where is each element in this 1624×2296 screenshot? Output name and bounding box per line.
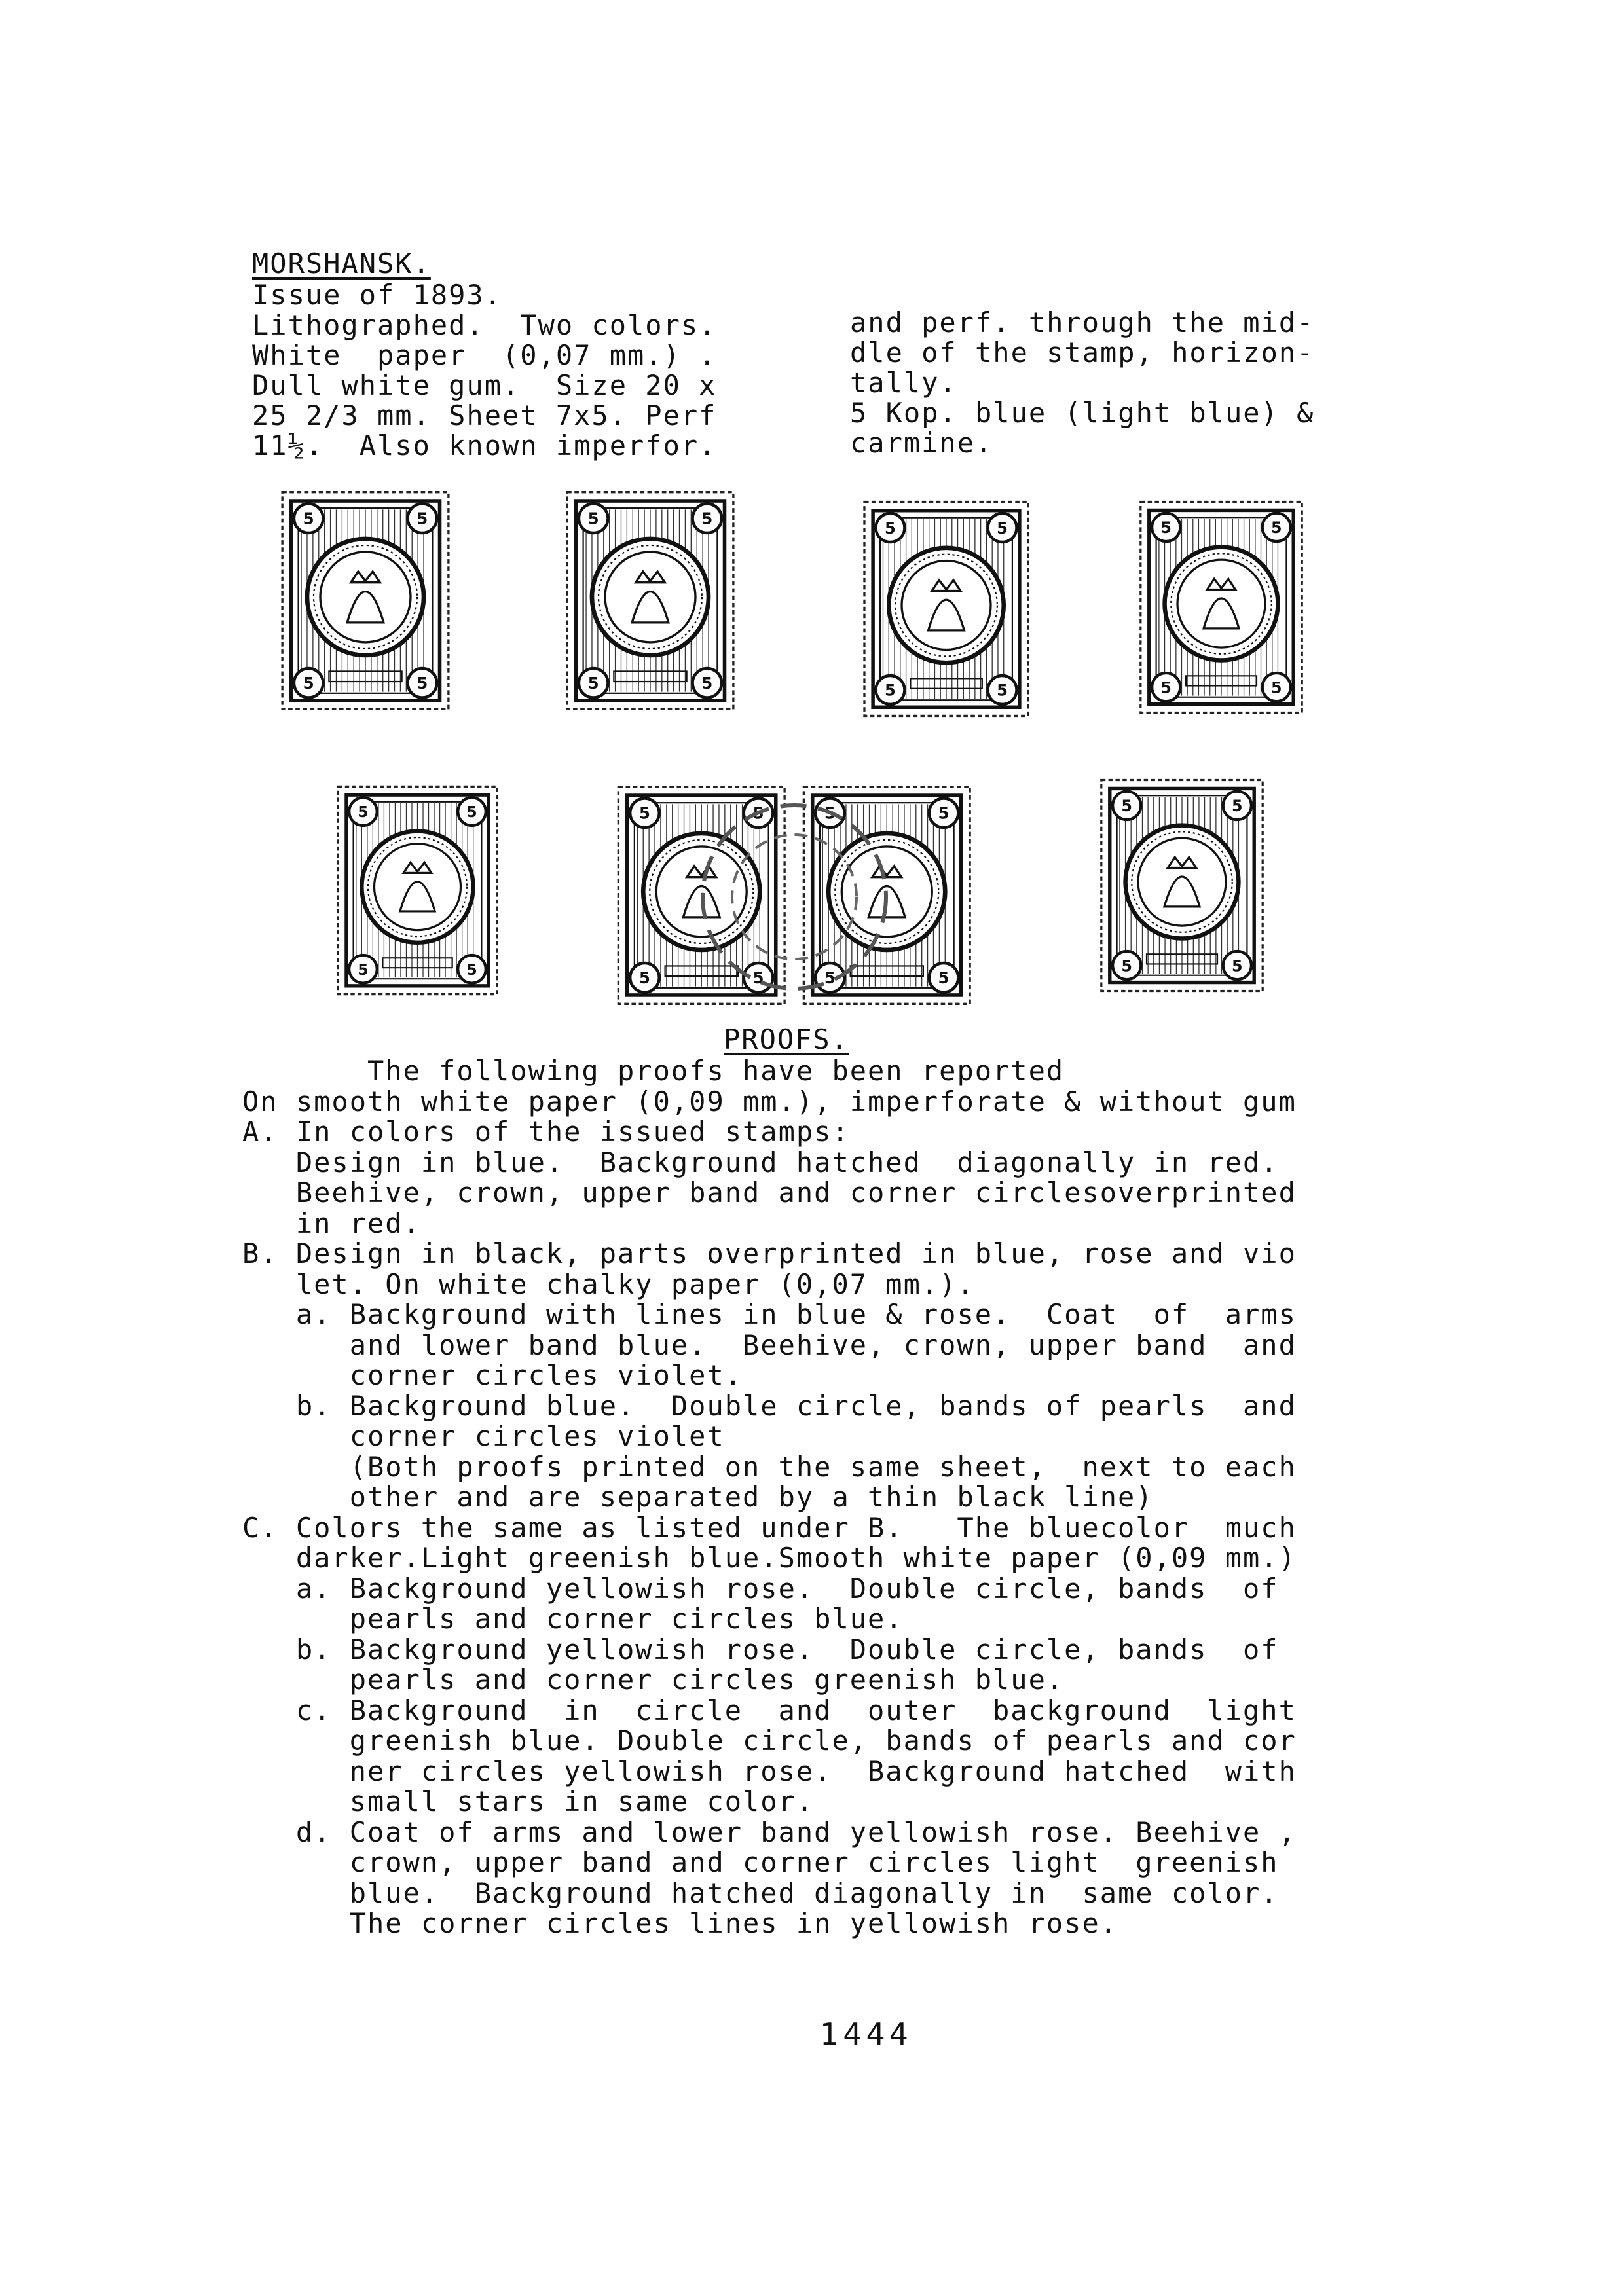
proofs-heading: PROOFS. [724, 1023, 849, 1055]
proof-line: ner circles yellowish rose. Background hatched with [242, 1755, 1297, 1787]
svg-text:5: 5 [416, 674, 428, 693]
proof-line: a. Background yellowish rose. Double circle, bands of [242, 1572, 1279, 1605]
svg-text:5: 5 [701, 674, 713, 693]
zemstvo-stamp-icon [267, 488, 464, 714]
proof-line: small stars in same color. [242, 1785, 815, 1817]
proof-line: pearls and corner circles blue. [242, 1603, 904, 1635]
issue-line: White paper (0,07 mm.) . [252, 339, 717, 371]
svg-text:5: 5 [1121, 957, 1132, 975]
svg-text:5: 5 [1121, 797, 1132, 816]
proof-line: c. Background in circle and outer background light [242, 1694, 1297, 1726]
svg-text:5: 5 [1160, 678, 1172, 697]
svg-text:5: 5 [1232, 797, 1243, 816]
proof-line: A. In colors of the issued stamps: [242, 1116, 850, 1148]
proof-line: in red. [242, 1207, 421, 1239]
issue-line: dle of the stamp, horizon- [850, 337, 1315, 369]
proof-line: and lower band blue. Beehive, crown, upper band and [242, 1328, 1297, 1361]
issue-line: 5 Kop. blue (light blue) & [850, 397, 1315, 429]
svg-text:5: 5 [1271, 519, 1282, 538]
proof-line: Design in blue. Background hatched diagonally in red. [242, 1146, 1279, 1178]
issue-line: carmine. [850, 427, 993, 459]
proof-line: a. Background with lines in blue & rose. Coat of arms [242, 1298, 1297, 1330]
svg-text:5: 5 [358, 803, 369, 822]
proof-line: d. Coat of arms and lower band yellowish rose. Beehive , [242, 1815, 1297, 1848]
proof-line: b. Background blue. Double circle, bands of pearls and [242, 1389, 1297, 1422]
title: MORSHANSK. [252, 247, 431, 280]
svg-text:5: 5 [752, 968, 764, 988]
proof-line: Beehive, crown, upper band and corner circlesoverprinted [242, 1176, 1297, 1209]
svg-text:5: 5 [638, 968, 650, 988]
svg-text:5: 5 [587, 509, 599, 528]
svg-text:5: 5 [1271, 678, 1282, 697]
proof-line: other and are separated by a thin black line) [242, 1481, 1154, 1513]
zemstvo-stamp-icon [327, 782, 507, 998]
zemstvo-stamp-pair-icon [612, 782, 976, 1008]
svg-text:5: 5 [824, 968, 836, 988]
proof-line: corner circles violet. [242, 1359, 743, 1391]
proof-line: let. On white chalky paper (0,07 mm.). [242, 1267, 975, 1300]
zemstvo-stamp-icon [555, 488, 745, 714]
proof-line: (Both proofs printed on the same sheet, next to each [242, 1450, 1297, 1483]
proof-line: On smooth white paper (0,09 mm.), imperforate & without gum [242, 1085, 1297, 1118]
svg-text:5: 5 [1232, 957, 1243, 975]
svg-text:5: 5 [1160, 519, 1172, 538]
svg-text:5: 5 [303, 509, 314, 528]
svg-text:5: 5 [938, 968, 950, 988]
svg-text:5: 5 [466, 803, 477, 822]
svg-text:5: 5 [752, 803, 764, 823]
zemstvo-stamp-icon [1087, 776, 1277, 995]
issue-line: Issue of 1893. [252, 279, 503, 311]
issue-line: 11½. Also known imperfor. [252, 429, 717, 462]
svg-text:5: 5 [885, 519, 896, 538]
svg-text:5: 5 [824, 803, 836, 823]
proof-line: B. Design in black, parts overprinted in blue, rose and vio [242, 1237, 1297, 1269]
issue-line: and perf. through the mid- [850, 306, 1315, 338]
issue-line: 25 2/3 mm. Sheet 7x5. Perf [252, 399, 717, 431]
proof-line: darker.Light greenish blue.Smooth white paper (0,09 mm.) [242, 1542, 1297, 1574]
zemstvo-stamp-icon [1130, 498, 1313, 717]
svg-text:5: 5 [997, 681, 1008, 700]
issue-line: tally. [850, 367, 957, 399]
svg-text:5: 5 [466, 960, 477, 979]
svg-text:5: 5 [587, 674, 599, 693]
postmark-icon [612, 782, 976, 1008]
proof-line: The corner circles lines in yellowish rose. [242, 1907, 1118, 1939]
svg-text:5: 5 [701, 509, 713, 528]
svg-text:5: 5 [303, 674, 314, 693]
svg-text:5: 5 [885, 681, 896, 700]
proof-line: b. Background yellowish rose. Double circle, bands of [242, 1633, 1279, 1666]
page-number: 1444 [820, 2016, 913, 2052]
issue-line: Dull white gum. Size 20 x [252, 369, 717, 401]
proof-line: C. Colors the same as listed under B. The bluecolor much [242, 1511, 1297, 1544]
proof-line: pearls and corner circles greenish blue. [242, 1664, 1065, 1696]
issue-line: Lithographed. Two colors. [252, 309, 717, 341]
svg-text:5: 5 [638, 803, 650, 823]
proof-line: greenish blue. Double circle, bands of pearls and cor [242, 1724, 1297, 1757]
proof-line: blue. Background hatched diagonally in same color. [242, 1876, 1279, 1909]
proof-line: The following proofs have been reported [242, 1055, 1065, 1087]
svg-text:5: 5 [416, 509, 428, 528]
zemstvo-stamp-icon [848, 498, 1044, 720]
svg-text:5: 5 [358, 960, 369, 979]
svg-text:5: 5 [997, 519, 1008, 538]
proof-line: corner circles violet [242, 1420, 725, 1452]
svg-text:5: 5 [938, 803, 950, 823]
proof-line: crown, upper band and corner circles light greenish [242, 1846, 1279, 1878]
